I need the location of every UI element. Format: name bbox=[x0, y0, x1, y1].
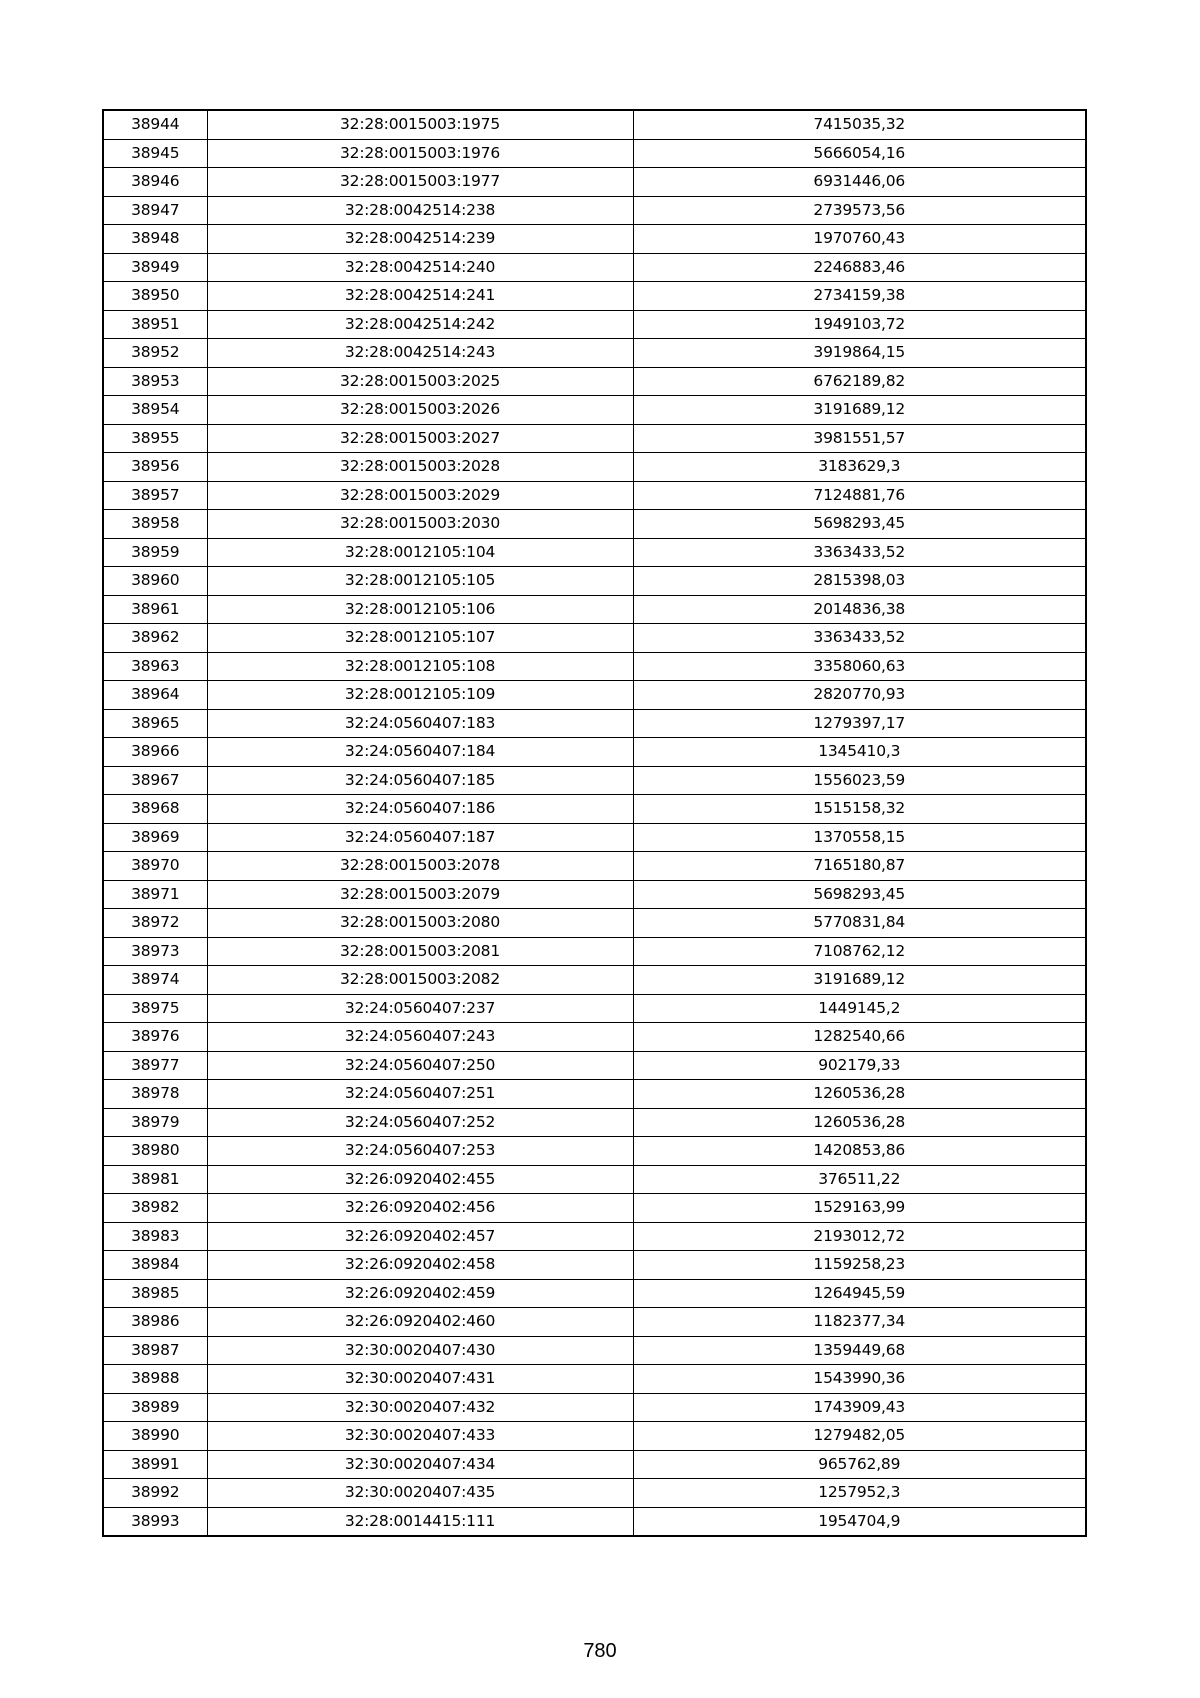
cadastral-value-cell: 3358060,63 bbox=[633, 652, 1086, 681]
table-row bbox=[103, 1308, 1086, 1337]
row-number-cell: 38962 bbox=[103, 624, 207, 653]
row-number-cell: 38993 bbox=[103, 1507, 207, 1536]
table-row bbox=[103, 510, 1086, 539]
cadastral-value-cell: 2193012,72 bbox=[633, 1222, 1086, 1251]
row-number-cell: 38960 bbox=[103, 567, 207, 596]
cadastral-value-cell: 1279482,05 bbox=[633, 1422, 1086, 1451]
row-number-cell: 38980 bbox=[103, 1137, 207, 1166]
cadastral-value-cell: 2246883,46 bbox=[633, 253, 1086, 282]
table-row bbox=[103, 1051, 1086, 1080]
table-row bbox=[103, 966, 1086, 995]
cadastral-value-cell: 6931446,06 bbox=[633, 168, 1086, 197]
cadastral-number-cell: 32:28:0015003:2078 bbox=[207, 852, 633, 881]
cadastral-number-cell: 32:24:0560407:187 bbox=[207, 823, 633, 852]
cadastral-value-cell: 1264945,59 bbox=[633, 1279, 1086, 1308]
cadastral-number-cell: 32:28:0012105:104 bbox=[207, 538, 633, 567]
cadastral-number-cell: 32:28:0012105:107 bbox=[207, 624, 633, 653]
cadastral-number-cell: 32:24:0560407:237 bbox=[207, 994, 633, 1023]
cadastral-value-cell: 5666054,16 bbox=[633, 139, 1086, 168]
cadastral-value-cell: 1159258,23 bbox=[633, 1251, 1086, 1280]
cadastral-value-cell: 1449145,2 bbox=[633, 994, 1086, 1023]
table-row bbox=[103, 424, 1086, 453]
table-row bbox=[103, 1393, 1086, 1422]
row-number-cell: 38958 bbox=[103, 510, 207, 539]
table-row bbox=[103, 823, 1086, 852]
cadastral-number-cell: 32:24:0560407:253 bbox=[207, 1137, 633, 1166]
cadastral-number-cell: 32:28:0015003:2080 bbox=[207, 909, 633, 938]
table-row bbox=[103, 709, 1086, 738]
cadastral-number-cell: 32:28:0015003:2081 bbox=[207, 937, 633, 966]
table-row bbox=[103, 738, 1086, 767]
cadastral-number-cell: 32:24:0560407:252 bbox=[207, 1108, 633, 1137]
table-row bbox=[103, 1279, 1086, 1308]
cadastral-number-cell: 32:28:0042514:238 bbox=[207, 196, 633, 225]
cadastral-value-cell: 3363433,52 bbox=[633, 538, 1086, 567]
row-number-cell: 38949 bbox=[103, 253, 207, 282]
cadastral-value-cell: 1260536,28 bbox=[633, 1108, 1086, 1137]
table-row bbox=[103, 567, 1086, 596]
row-number-cell: 38968 bbox=[103, 795, 207, 824]
row-number-cell: 38989 bbox=[103, 1393, 207, 1422]
row-number-cell: 38945 bbox=[103, 139, 207, 168]
cadastral-number-cell: 32:24:0560407:184 bbox=[207, 738, 633, 767]
row-number-cell: 38957 bbox=[103, 481, 207, 510]
table-row bbox=[103, 852, 1086, 881]
page-number: 780 bbox=[583, 1640, 617, 1662]
table-row bbox=[103, 909, 1086, 938]
cadastral-number-cell: 32:28:0042514:239 bbox=[207, 225, 633, 254]
row-number-cell: 38986 bbox=[103, 1308, 207, 1337]
cadastral-value-cell: 3981551,57 bbox=[633, 424, 1086, 453]
cadastral-value-cell: 1257952,3 bbox=[633, 1479, 1086, 1508]
cadastral-number-cell: 32:28:0042514:240 bbox=[207, 253, 633, 282]
row-number-cell: 38979 bbox=[103, 1108, 207, 1137]
row-number-cell: 38984 bbox=[103, 1251, 207, 1280]
row-number-cell: 38978 bbox=[103, 1080, 207, 1109]
cadastral-value-cell: 1970760,43 bbox=[633, 225, 1086, 254]
table-row bbox=[103, 1507, 1086, 1536]
cadastral-number-cell: 32:26:0920402:455 bbox=[207, 1165, 633, 1194]
cadastral-number-cell: 32:28:0014415:111 bbox=[207, 1507, 633, 1536]
table-row bbox=[103, 1365, 1086, 1394]
row-number-cell: 38987 bbox=[103, 1336, 207, 1365]
cadastral-number-cell: 32:24:0560407:186 bbox=[207, 795, 633, 824]
cadastral-value-cell: 376511,22 bbox=[633, 1165, 1086, 1194]
cadastral-number-cell: 32:28:0015003:2030 bbox=[207, 510, 633, 539]
table-row bbox=[103, 339, 1086, 368]
table-row bbox=[103, 310, 1086, 339]
cadastral-value-cell: 5698293,45 bbox=[633, 510, 1086, 539]
cadastral-value-cell: 3191689,12 bbox=[633, 966, 1086, 995]
cadastral-value-cell: 2820770,93 bbox=[633, 681, 1086, 710]
table-row bbox=[103, 139, 1086, 168]
cadastral-value-cell: 1260536,28 bbox=[633, 1080, 1086, 1109]
table-row bbox=[103, 367, 1086, 396]
table-row bbox=[103, 624, 1086, 653]
table-row bbox=[103, 880, 1086, 909]
table-row bbox=[103, 538, 1086, 567]
table-row bbox=[103, 1023, 1086, 1052]
cadastral-value-cell: 1949103,72 bbox=[633, 310, 1086, 339]
cadastral-value-cell: 1556023,59 bbox=[633, 766, 1086, 795]
cadastral-value-cell: 902179,33 bbox=[633, 1051, 1086, 1080]
row-number-cell: 38965 bbox=[103, 709, 207, 738]
cadastral-value-cell: 2815398,03 bbox=[633, 567, 1086, 596]
cadastral-value-cell: 7415035,32 bbox=[633, 110, 1086, 139]
table-row bbox=[103, 652, 1086, 681]
table-row bbox=[103, 1479, 1086, 1508]
row-number-cell: 38967 bbox=[103, 766, 207, 795]
row-number-cell: 38953 bbox=[103, 367, 207, 396]
cadastral-value-cell: 1345410,3 bbox=[633, 738, 1086, 767]
cadastral-value-cell: 3191689,12 bbox=[633, 396, 1086, 425]
row-number-cell: 38988 bbox=[103, 1365, 207, 1394]
cadastral-number-cell: 32:26:0920402:457 bbox=[207, 1222, 633, 1251]
row-number-cell: 38975 bbox=[103, 994, 207, 1023]
table-body bbox=[103, 110, 1086, 1536]
cadastral-value-cell: 1954704,9 bbox=[633, 1507, 1086, 1536]
row-number-cell: 38954 bbox=[103, 396, 207, 425]
cadastral-number-cell: 32:28:0015003:2029 bbox=[207, 481, 633, 510]
row-number-cell: 38952 bbox=[103, 339, 207, 368]
table-row bbox=[103, 1422, 1086, 1451]
table-row bbox=[103, 766, 1086, 795]
row-number-cell: 38956 bbox=[103, 453, 207, 482]
cadastral-value-cell: 1420853,86 bbox=[633, 1137, 1086, 1166]
cadastral-value-cell: 5770831,84 bbox=[633, 909, 1086, 938]
cadastral-number-cell: 32:30:0020407:432 bbox=[207, 1393, 633, 1422]
cadastral-value-cell: 3919864,15 bbox=[633, 339, 1086, 368]
row-number-cell: 38948 bbox=[103, 225, 207, 254]
cadastral-number-cell: 32:26:0920402:459 bbox=[207, 1279, 633, 1308]
cadastral-value-cell: 1370558,15 bbox=[633, 823, 1086, 852]
cadastral-value-cell: 6762189,82 bbox=[633, 367, 1086, 396]
table-row bbox=[103, 1336, 1086, 1365]
table-row bbox=[103, 225, 1086, 254]
cadastral-number-cell: 32:30:0020407:433 bbox=[207, 1422, 633, 1451]
table-row bbox=[103, 1108, 1086, 1137]
table-row bbox=[103, 1080, 1086, 1109]
table-row bbox=[103, 1165, 1086, 1194]
cadastral-value-cell: 3363433,52 bbox=[633, 624, 1086, 653]
cadastral-number-cell: 32:26:0920402:456 bbox=[207, 1194, 633, 1223]
cadastral-number-cell: 32:28:0015003:1977 bbox=[207, 168, 633, 197]
table-row bbox=[103, 1137, 1086, 1166]
row-number-cell: 38964 bbox=[103, 681, 207, 710]
cadastral-value-cell: 7124881,76 bbox=[633, 481, 1086, 510]
cadastral-value-cell: 1182377,34 bbox=[633, 1308, 1086, 1337]
cadastral-value-table bbox=[102, 109, 1087, 1537]
cadastral-number-cell: 32:26:0920402:458 bbox=[207, 1251, 633, 1280]
cadastral-number-cell: 32:24:0560407:243 bbox=[207, 1023, 633, 1052]
cadastral-value-cell: 7108762,12 bbox=[633, 937, 1086, 966]
row-number-cell: 38983 bbox=[103, 1222, 207, 1251]
row-number-cell: 38946 bbox=[103, 168, 207, 197]
row-number-cell: 38982 bbox=[103, 1194, 207, 1223]
cadastral-number-cell: 32:28:0012105:106 bbox=[207, 595, 633, 624]
cadastral-number-cell: 32:28:0015003:2079 bbox=[207, 880, 633, 909]
cadastral-number-cell: 32:28:0015003:1976 bbox=[207, 139, 633, 168]
cadastral-value-cell: 1743909,43 bbox=[633, 1393, 1086, 1422]
table-row bbox=[103, 110, 1086, 139]
row-number-cell: 38951 bbox=[103, 310, 207, 339]
row-number-cell: 38966 bbox=[103, 738, 207, 767]
table-row bbox=[103, 595, 1086, 624]
cadastral-value-cell: 7165180,87 bbox=[633, 852, 1086, 881]
row-number-cell: 38990 bbox=[103, 1422, 207, 1451]
cadastral-value-cell: 1282540,66 bbox=[633, 1023, 1086, 1052]
cadastral-number-cell: 32:28:0015003:2027 bbox=[207, 424, 633, 453]
table-row bbox=[103, 453, 1086, 482]
table-row bbox=[103, 994, 1086, 1023]
cadastral-number-cell: 32:28:0042514:241 bbox=[207, 282, 633, 311]
row-number-cell: 38971 bbox=[103, 880, 207, 909]
row-number-cell: 38973 bbox=[103, 937, 207, 966]
cadastral-number-cell: 32:28:0015003:1975 bbox=[207, 110, 633, 139]
cadastral-value-cell: 1279397,17 bbox=[633, 709, 1086, 738]
table-row bbox=[103, 282, 1086, 311]
cadastral-value-cell: 1543990,36 bbox=[633, 1365, 1086, 1394]
table-row bbox=[103, 481, 1086, 510]
cadastral-value-cell: 2734159,38 bbox=[633, 282, 1086, 311]
cadastral-number-cell: 32:28:0042514:242 bbox=[207, 310, 633, 339]
cadastral-number-cell: 32:28:0015003:2025 bbox=[207, 367, 633, 396]
row-number-cell: 38944 bbox=[103, 110, 207, 139]
cadastral-number-cell: 32:30:0020407:435 bbox=[207, 1479, 633, 1508]
cadastral-number-cell: 32:30:0020407:434 bbox=[207, 1450, 633, 1479]
row-number-cell: 38963 bbox=[103, 652, 207, 681]
row-number-cell: 38974 bbox=[103, 966, 207, 995]
row-number-cell: 38950 bbox=[103, 282, 207, 311]
cadastral-number-cell: 32:28:0015003:2026 bbox=[207, 396, 633, 425]
row-number-cell: 38961 bbox=[103, 595, 207, 624]
table-row bbox=[103, 795, 1086, 824]
row-number-cell: 38969 bbox=[103, 823, 207, 852]
cadastral-value-cell: 1515158,32 bbox=[633, 795, 1086, 824]
table-row bbox=[103, 396, 1086, 425]
table-row bbox=[103, 1251, 1086, 1280]
table-row bbox=[103, 253, 1086, 282]
cadastral-number-cell: 32:24:0560407:185 bbox=[207, 766, 633, 795]
row-number-cell: 38976 bbox=[103, 1023, 207, 1052]
cadastral-number-cell: 32:28:0012105:109 bbox=[207, 681, 633, 710]
row-number-cell: 38985 bbox=[103, 1279, 207, 1308]
table-row bbox=[103, 196, 1086, 225]
row-number-cell: 38972 bbox=[103, 909, 207, 938]
row-number-cell: 38959 bbox=[103, 538, 207, 567]
cadastral-number-cell: 32:28:0012105:108 bbox=[207, 652, 633, 681]
row-number-cell: 38981 bbox=[103, 1165, 207, 1194]
cadastral-number-cell: 32:24:0560407:250 bbox=[207, 1051, 633, 1080]
table-row bbox=[103, 1222, 1086, 1251]
row-number-cell: 38970 bbox=[103, 852, 207, 881]
row-number-cell: 38992 bbox=[103, 1479, 207, 1508]
row-number-cell: 38947 bbox=[103, 196, 207, 225]
table-row bbox=[103, 937, 1086, 966]
cadastral-value-cell: 965762,89 bbox=[633, 1450, 1086, 1479]
cadastral-value-cell: 1359449,68 bbox=[633, 1336, 1086, 1365]
cadastral-number-cell: 32:24:0560407:251 bbox=[207, 1080, 633, 1109]
cadastral-number-cell: 32:26:0920402:460 bbox=[207, 1308, 633, 1337]
cadastral-value-cell: 2739573,56 bbox=[633, 196, 1086, 225]
table-row bbox=[103, 168, 1086, 197]
cadastral-value-cell: 3183629,3 bbox=[633, 453, 1086, 482]
cadastral-number-cell: 32:28:0015003:2082 bbox=[207, 966, 633, 995]
cadastral-number-cell: 32:24:0560407:183 bbox=[207, 709, 633, 738]
row-number-cell: 38991 bbox=[103, 1450, 207, 1479]
row-number-cell: 38955 bbox=[103, 424, 207, 453]
cadastral-value-cell: 1529163,99 bbox=[633, 1194, 1086, 1223]
cadastral-number-cell: 32:30:0020407:431 bbox=[207, 1365, 633, 1394]
cadastral-number-cell: 32:28:0012105:105 bbox=[207, 567, 633, 596]
cadastral-number-cell: 32:28:0042514:243 bbox=[207, 339, 633, 368]
cadastral-number-cell: 32:28:0015003:2028 bbox=[207, 453, 633, 482]
cadastral-number-cell: 32:30:0020407:430 bbox=[207, 1336, 633, 1365]
row-number-cell: 38977 bbox=[103, 1051, 207, 1080]
table-row bbox=[103, 1450, 1086, 1479]
table-row bbox=[103, 681, 1086, 710]
cadastral-value-cell: 2014836,38 bbox=[633, 595, 1086, 624]
table-row bbox=[103, 1194, 1086, 1223]
cadastral-value-cell: 5698293,45 bbox=[633, 880, 1086, 909]
